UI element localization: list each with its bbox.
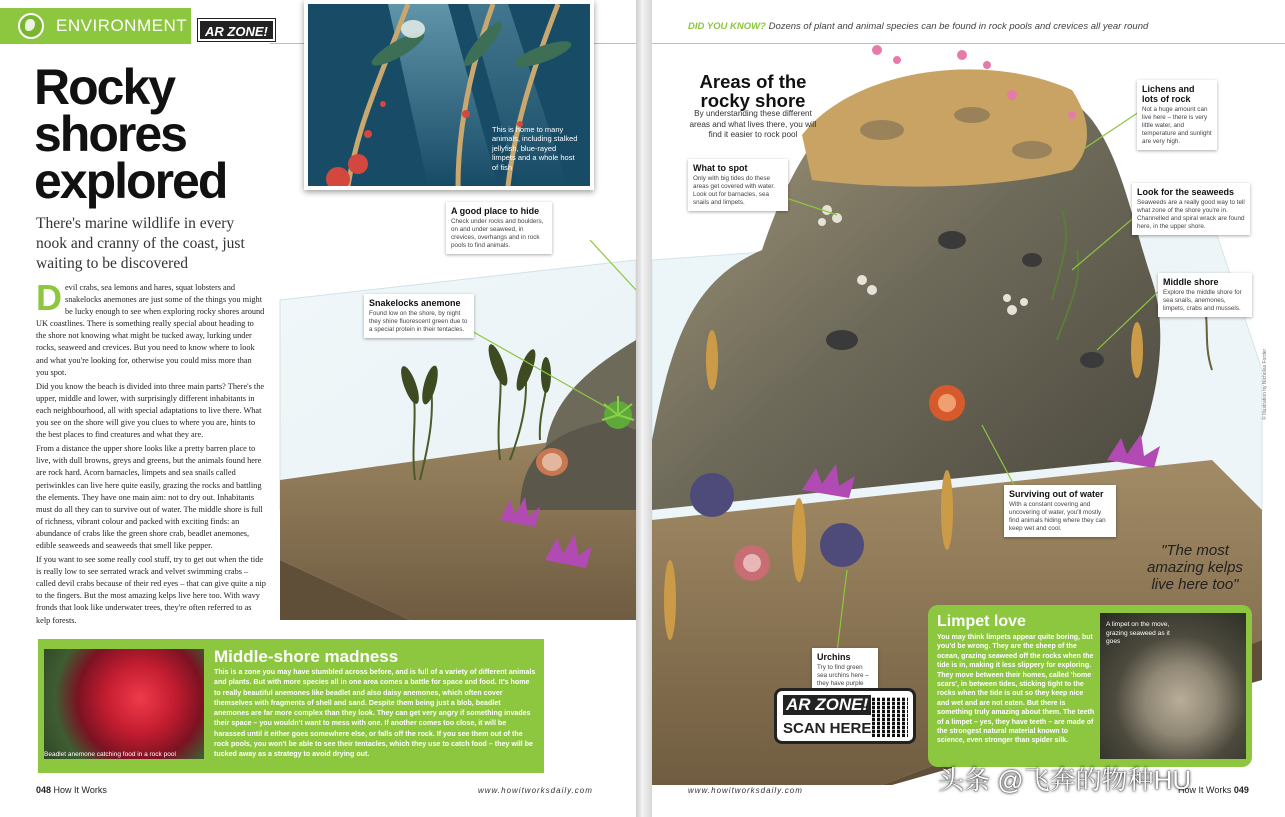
- standfirst: There's marine wildlife in every nook and cranny of the coast, just waiting to be discovered: [36, 215, 245, 272]
- limpet-title: Limpet love: [937, 613, 1026, 630]
- limpet-love-boxout: [928, 605, 1252, 767]
- callout-text: Only with big tides do these areas get covered with water. Look out for barnacles, sea snails and limpets.: [693, 175, 775, 206]
- page-title: Rocky shores explored: [34, 59, 227, 209]
- illustration-credit: © Illustration by Nicholas Forder: [1262, 348, 1268, 420]
- shore-diagram-left: [270, 180, 636, 620]
- body-paragraph: Did you know the beach is divided into three main parts? There's the upper, middle and lower, with surprisingly different inhabitants in each neighbourhood, all with special adaptations to live there. What you see on the shore will give you clues to where you are, hints to the best places to find creatures and what they are.: [36, 381, 265, 440]
- callout-text: Not a huge amount can live here – there is very little water, and temperature and sunlight are very high.: [1142, 106, 1212, 145]
- beadlet-anemone-photo: [44, 649, 204, 759]
- callout-what-to-spot: [688, 159, 788, 211]
- callout-title: Urchins: [817, 652, 851, 662]
- limpet-photo: [1100, 613, 1246, 759]
- callout-title: Look for the seaweeds: [1137, 187, 1235, 197]
- page-number: 049: [1233, 785, 1249, 795]
- callout-text: Check under rocks and boulders, on and under seaweed, in crevices, overhangs and in rock pools to find animals.: [451, 218, 544, 249]
- callout-text: Seaweeds are a really good way to tell what zone of the shore you're in. Channelled and spiral wrack are found here, in the upper shore.: [1137, 199, 1245, 230]
- callout-title: Snakelocks anemone: [369, 298, 461, 308]
- pull-quote: "The most amazing kelps live here too": [1147, 542, 1243, 593]
- qr-code-icon[interactable]: [872, 697, 908, 737]
- body-paragraph: If you want to see some really cool stuff, try to get out when the tide is really low to see serrated wrack and velvet swimming crabs – called devil crabs because of their red eyes – that can give quite a nip to the fingers. But the most amazing kelps live here too. With wavy fronds that look like underwater trees, they're often referred to as kelp forests.: [36, 555, 266, 625]
- website-url[interactable]: www.howitworksdaily.com: [688, 786, 803, 795]
- watermark: 头条 @飞奔的物种HU: [938, 765, 1192, 795]
- folio-left: [36, 785, 107, 795]
- middle-shore-boxout: [38, 639, 544, 773]
- magazine-name: How It Works: [1178, 785, 1232, 795]
- callout-title: A good place to hide: [451, 206, 540, 216]
- page-number: 048: [36, 785, 52, 795]
- callout-lichens: [1137, 80, 1217, 150]
- callout-title: Middle shore: [1163, 277, 1219, 287]
- globe-icon: [18, 13, 44, 39]
- body-text: [36, 277, 266, 629]
- callout-text: With a constant covering and uncovering of water, you'll mostly find animals hiding where they can keep wet and cool.: [1009, 501, 1106, 532]
- ar-zone-badge[interactable]: AR ZONE!: [198, 19, 275, 41]
- callout-title: What to spot: [693, 163, 748, 173]
- website-url[interactable]: www.howitworksdaily.com: [478, 786, 593, 795]
- callout-text: Try to find green sea urchins here – they have purple: [817, 664, 869, 687]
- scan-here-label: SCAN HERE: [783, 720, 872, 737]
- limpet-text: You may think limpets appear quite boring, but you'd be wrong. They are the sheep of the ocean, grazing seaweed off the rocks when the tide is in, making it less slippery for exploring. They move between their homes, called 'home scars', in between tides, sticking tight to the rocks when the tide is out so they keep nice and wet and are not eaten. But there is something truly amazing about them. The teeth of a limpet – yes, they have teeth – are made of the strongest natural material known to science, even stronger than spider silk.: [937, 634, 1095, 745]
- areas-subtitle: By understanding these different areas and what lives there, you will find it easier to rock pool: [689, 109, 817, 139]
- callout-title: Surviving out of water: [1009, 489, 1104, 499]
- callout-snakelocks: [364, 294, 474, 338]
- callout-title: Lichens and lots of rock: [1142, 84, 1195, 104]
- callout-seaweeds: [1132, 183, 1250, 235]
- boxout-title: Middle-shore madness: [214, 647, 399, 666]
- section-tab: [0, 8, 191, 44]
- body-paragraph: Devil crabs, sea lemons and hares, squat lobsters and snakelocks anemones are just some of the things you might be lucky enough to see when exploring rocky shores around UK coastlines. There is something really special about heading to the shore not knowing what might be tucked away, lurking under rocks, seaweed and crevices. But you need to know where to look and what you're looking for, otherwise you could miss more than you spot.: [36, 277, 265, 377]
- areas-title: Areas of the rocky shore: [699, 71, 807, 111]
- callout-middle-shore: [1158, 273, 1252, 317]
- callout-text: Explore the middle shore for sea snails, anemones, limpets, crabs and mussels.: [1163, 289, 1242, 312]
- boxout-photo-caption: Beadlet anemone catching food in a rock pool: [44, 751, 176, 758]
- did-you-know-label: DID YOU KNOW?: [688, 21, 766, 32]
- book-spine: [636, 0, 652, 817]
- callout-text: Found low on the shore, by night they shine fluorescent green due to a special protein in their tentacles.: [369, 310, 468, 333]
- callout-surviving: [1004, 485, 1116, 537]
- did-you-know: [688, 21, 1148, 32]
- drop-cap: D: [36, 277, 62, 318]
- left-page: [0, 0, 636, 817]
- ar-zone-scan-badge[interactable]: [774, 688, 916, 744]
- right-page: [652, 0, 1285, 817]
- did-you-know-text: Dozens of plant and animal species can be found in rock pools and crevices all year round: [768, 21, 1149, 32]
- kelp-photo-caption: This is home to many animals, including stalked jellyfish, blue-rayed limpets and a whole host of fish: [492, 124, 578, 172]
- callout-good-place: [446, 202, 552, 254]
- boxout-text: This is a zone you may have stumbled across before, and is full of a variety of different animals and plants. But with more species all in one area comes a battle for space and food. It's home to really beautiful anemones like beadlet and also daisy anemones, which often cover themselves with fragments of shell and sand. Despite them being just a blob, beadlet anemones are far more complex than they look. They can get very angry if something invades their space – you wouldn't want to mess with one. If another comes too close, it will be harassed until it either goes somewhere else, or falls off the rock. If you see them out of the rock pools, you won't be able to see their tentacles, which they use to catch food – they will be tucked away as a strategy to avoid drying out.: [214, 668, 536, 759]
- kelp-forest-photo: [304, 0, 594, 190]
- section-label: ENVIRONMENT: [56, 16, 188, 35]
- body-paragraph: From a distance the upper shore looks like a pretty barren place to live, with dull browns, greys and greens, but the animals found here are rock hard. Acorn barnacles, limpets and sea snails called periwinkles can live here quite easily, grazing the rocks and battling the elements. They have one main aim: not to dry out. Inhabitants must do all they can to survive out of water. The middle shore is full of richness, vibrant colour and packed with exciting finds: an abundance of crabs like the green shore crab, beadlet anemones, edible seaweeds and seaweeds that smell like pepper.: [36, 444, 263, 550]
- limpet-photo-caption: A limpet on the move, grazing seaweed as it goes: [1106, 621, 1170, 645]
- ar-zone-label: AR ZONE!: [783, 695, 871, 715]
- magazine-name: How It Works: [53, 785, 107, 795]
